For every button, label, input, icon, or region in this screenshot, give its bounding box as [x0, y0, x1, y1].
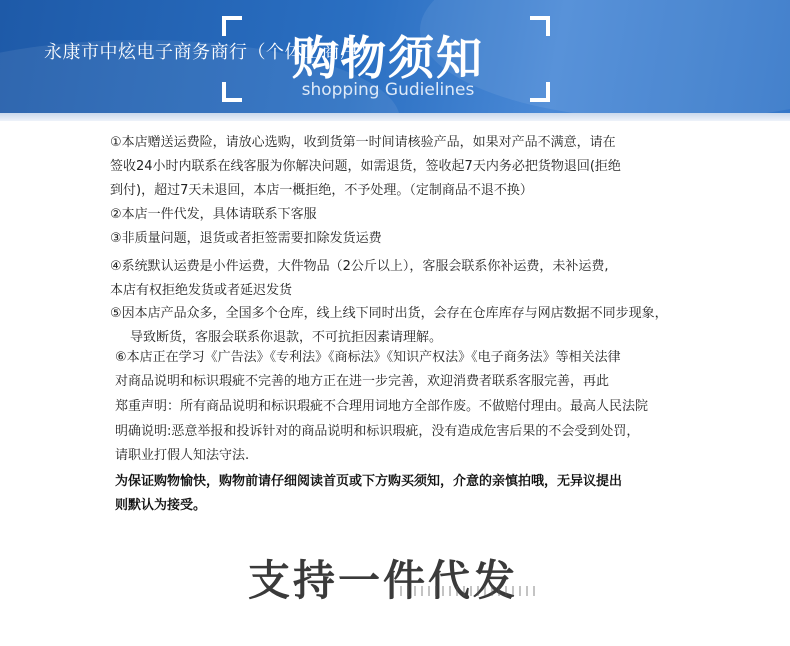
notice-line: ②本店一件代发，具体请联系下客服 — [110, 207, 317, 222]
header-banner — [0, 0, 790, 113]
emphasis-line: 为保证购物愉快，购物前请仔细阅读首页或下方购买须知，介意的亲慎拍哦，无异议提出 — [115, 474, 623, 489]
notice-line: 签收24小时内联系在线客服为你解决问题，如需退货，签收起7天内务必把货物退回(拒绝 — [110, 159, 621, 174]
notice-line: 到付)，超过7天未退回，本店一概拒绝，不予处理。（定制商品不退不换） — [110, 183, 533, 198]
notice-line: ⑤因本店产品众多，全国多个仓库，线上线下同时出货，会存在仓库库存与网店数据不同步现象， — [110, 306, 668, 321]
corner-bracket-bottom-left — [222, 82, 242, 102]
store-name: 永康市中炫电子商务商行（个体工商户） — [44, 42, 377, 63]
notice-line: ③非质量问题，退货或者拒签需要扣除发货运费 — [110, 231, 382, 246]
notice-line: ①本店赠送运费险，请放心选购，收到货第一时间请核验产品，如果对产品不满意，请在 — [110, 135, 616, 150]
notice-line: 导致断货，客服会联系你退款，不可抗拒因素请理解。 — [130, 330, 443, 345]
page-title: 购物须知 — [292, 31, 484, 85]
emphasis-line: 则默认为接受。 — [115, 498, 207, 513]
notice-line: 对商品说明和标识瑕疵不完善的地方正在进一步完善，欢迎消费者联系客服完善，再此 — [115, 374, 610, 389]
corner-bracket-top-left — [222, 16, 242, 36]
notice-line: 请职业打假人知法守法. — [115, 448, 250, 463]
notice-line: ⑥本店正在学习《广告法》《专利法》《商标法》《知识产权法》《电子商务法》等相关法律 — [115, 350, 621, 365]
overlay-artifact-decoration — [400, 586, 540, 596]
page-subtitle: shopping Gudielines — [301, 80, 475, 100]
dropship-slogan: 支持一件代发 — [248, 556, 519, 605]
corner-bracket-bottom-right — [530, 82, 550, 102]
notice-line: ④系统默认运费是小件运费，大件物品（2公斤以上），客服会联系你补运费，未补运费, — [110, 259, 609, 274]
notice-line: 郑重声明：所有商品说明和标识瑕疵不合理用词地方全部作废。不做赔付理由。最高人民法院 — [115, 399, 649, 414]
corner-bracket-top-right — [530, 16, 550, 36]
banner-bottom-strip — [0, 113, 790, 121]
notice-line: 明确说明:恶意举报和投诉针对的商品说明和标识瑕疵，没有造成危害后果的不会受到处罚， — [115, 424, 640, 439]
notice-line: 本店有权拒绝发货或者延迟发货 — [110, 283, 293, 298]
